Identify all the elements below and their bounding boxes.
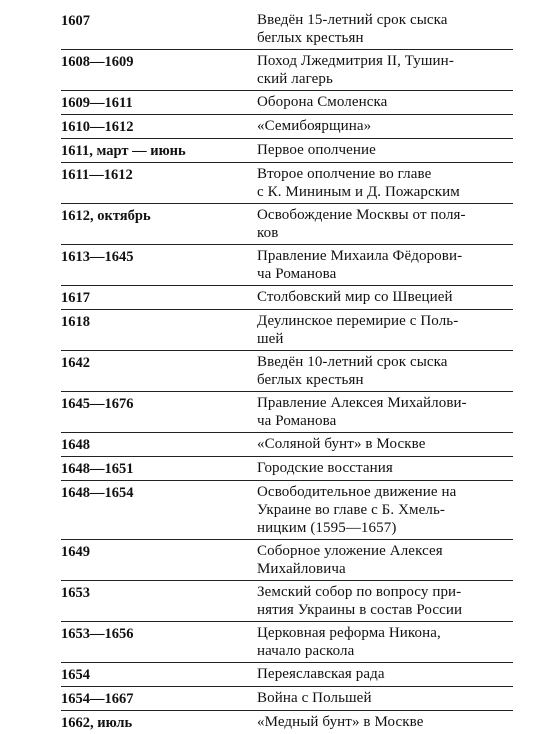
table-row — [61, 245, 513, 286]
event-description: Освобождение Москвы от поля- ков — [257, 207, 466, 241]
table-row — [61, 204, 513, 245]
event-description: Первое ополчение — [257, 142, 376, 158]
table-row — [61, 91, 513, 115]
event-description: Война с Польшей — [257, 690, 372, 706]
event-description: «Семибоярщина» — [257, 118, 372, 134]
table-row — [61, 115, 513, 139]
table-row — [61, 392, 513, 433]
event-date: 1617 — [61, 290, 90, 306]
event-date: 1654—1667 — [61, 691, 134, 707]
event-date: 1642 — [61, 355, 90, 371]
event-date: 1608—1609 — [61, 54, 134, 70]
chronology-table — [61, 9, 513, 734]
event-description: Поход Лжедмитрия II, Тушин- ский лагерь — [257, 53, 454, 87]
table-row — [61, 711, 513, 734]
event-date: 1649 — [61, 544, 90, 560]
event-date: 1653 — [61, 585, 90, 601]
table-row — [61, 481, 513, 540]
event-description: Второе ополчение во главе с К. Мининым и Д. Пожарским — [257, 166, 460, 200]
event-description: Деулинское перемирие с Поль- шей — [257, 313, 459, 347]
event-description: «Соляной бунт» в Москве — [257, 436, 426, 452]
event-description: Соборное уложение Алексея Михайловича — [257, 543, 443, 577]
event-description: Столбовский мир со Швецией — [257, 289, 453, 305]
table-row — [61, 310, 513, 351]
event-description: Церковная реформа Никона, начало раскола — [257, 625, 441, 659]
table-row — [61, 9, 513, 50]
event-description: Правление Михаила Фёдорови- ча Романова — [257, 248, 463, 282]
table-row — [61, 351, 513, 392]
event-date: 1662, июль — [61, 715, 133, 731]
event-description: Городские восстания — [257, 460, 393, 476]
table-row — [61, 622, 513, 663]
table-row — [61, 50, 513, 91]
table-row — [61, 581, 513, 622]
table-row — [61, 139, 513, 163]
table-row — [61, 663, 513, 687]
table-row — [61, 540, 513, 581]
table-row — [61, 286, 513, 310]
event-description: Правление Алексея Михайлови- ча Романова — [257, 395, 467, 429]
event-date: 1654 — [61, 667, 90, 683]
event-date: 1609—1611 — [61, 95, 133, 111]
event-date: 1612, октябрь — [61, 208, 151, 224]
event-description: Переяславская рада — [257, 666, 385, 682]
event-date: 1607 — [61, 13, 90, 29]
table-row — [61, 687, 513, 711]
event-date: 1618 — [61, 314, 90, 330]
event-date: 1610—1612 — [61, 119, 134, 135]
table-row — [61, 457, 513, 481]
event-date: 1611, март — июнь — [61, 143, 186, 159]
event-date: 1648—1654 — [61, 485, 134, 501]
event-date: 1613—1645 — [61, 249, 134, 265]
table-row — [61, 163, 513, 204]
event-date: 1653—1656 — [61, 626, 134, 642]
event-description: Оборона Смоленска — [257, 94, 388, 110]
event-date: 1645—1676 — [61, 396, 134, 412]
event-description: Освободительное движение на Украине во главе с Б. Хмель- ницким (1595—1657) — [257, 484, 457, 536]
event-description: Введён 10-летний срок сыска беглых крестьян — [257, 354, 448, 388]
event-description: Введён 15-летний срок сыска беглых крестьян — [257, 12, 448, 46]
event-description: Земский собор по вопросу при- нятия Украины в состав России — [257, 584, 463, 618]
event-date: 1648 — [61, 437, 90, 453]
event-date: 1611—1612 — [61, 167, 133, 183]
table-row — [61, 433, 513, 457]
event-date: 1648—1651 — [61, 461, 134, 477]
event-description: «Медный бунт» в Москве — [257, 714, 424, 730]
